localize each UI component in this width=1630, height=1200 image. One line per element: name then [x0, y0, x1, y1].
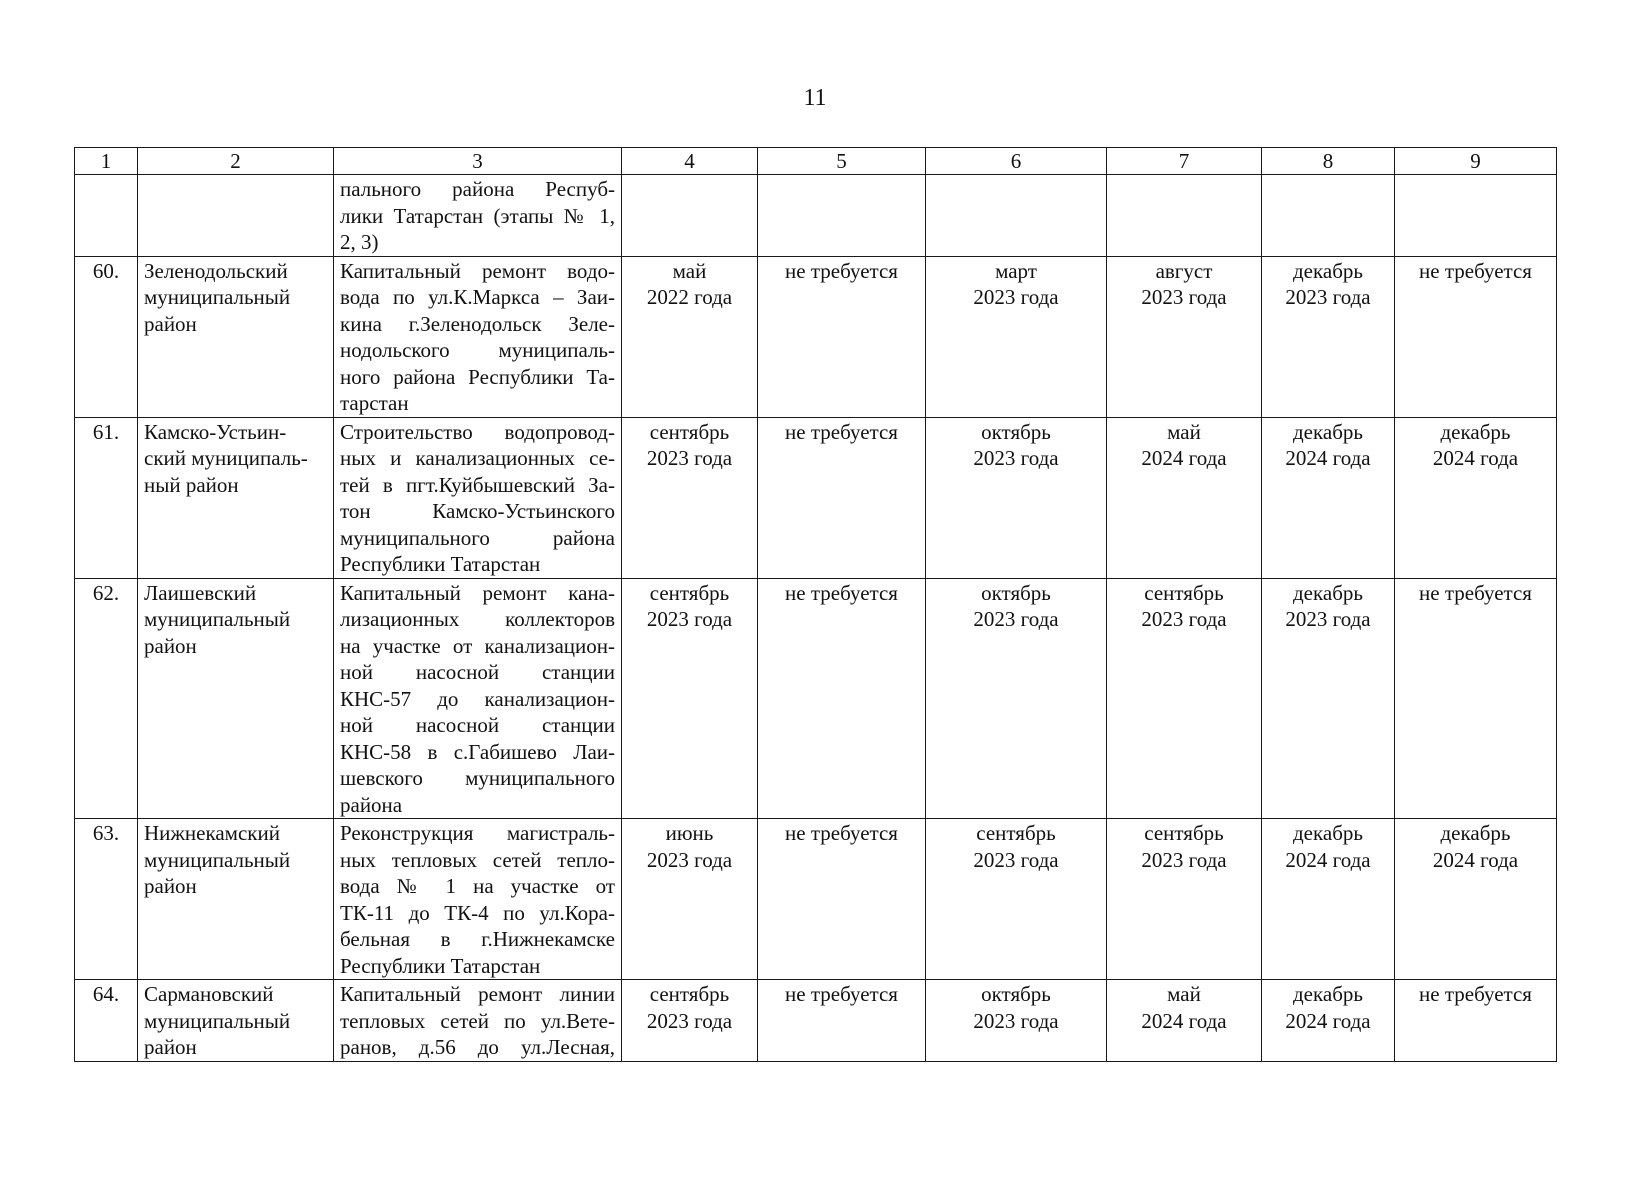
date-year: 2024 года	[1141, 1008, 1227, 1033]
description-line: КНС-58 в с.Габишево Лаи-	[340, 739, 615, 764]
row-number-cell: 64.	[75, 980, 138, 1062]
region-cell	[138, 417, 334, 578]
date-month: август	[1155, 258, 1213, 283]
region-line: муниципальный	[144, 607, 291, 631]
date-year: 2023 года	[973, 1008, 1059, 1033]
date-year: 2024 года	[1432, 847, 1519, 872]
date-month: май	[1167, 982, 1201, 1006]
date-cell	[1395, 256, 1557, 417]
date-cell	[1107, 980, 1262, 1062]
description-cell	[334, 417, 622, 578]
description-line: КНС-57 до канализацион-	[340, 686, 615, 711]
date-month: сентябрь	[649, 419, 730, 444]
region-line: район	[144, 633, 197, 658]
column-header: 9	[1395, 148, 1557, 175]
row-number-cell: 60.	[75, 256, 138, 417]
description-line: ТК-11 до ТК-4 по ул.Кора-	[340, 900, 615, 925]
description-line: бельная в г.Нижнекамске	[340, 927, 615, 951]
date-month: май	[672, 258, 707, 283]
not-required-text: не требуется	[785, 419, 898, 444]
date-cell	[926, 417, 1107, 578]
description-line: ных и канализационных се-	[340, 446, 615, 470]
region-line: муниципальный	[144, 847, 291, 872]
description-line: ных тепловых сетей тепло-	[340, 847, 615, 872]
date-month: май	[1167, 419, 1201, 444]
date-month: сентябрь	[1144, 821, 1224, 845]
region-cell	[138, 980, 334, 1062]
table-row	[75, 578, 1557, 819]
date-year: 2023 года	[973, 285, 1059, 309]
date-month: сентябрь	[1144, 580, 1224, 605]
description-cell	[334, 819, 622, 980]
date-year: 2023 года	[1285, 607, 1371, 631]
date-year: 2022 года	[646, 285, 733, 309]
description-line: 2, 3)	[340, 230, 379, 254]
region-line: Зеленодольский	[144, 258, 288, 283]
description-line: тепловых сетей по ул.Вете-	[340, 1008, 615, 1033]
description-cell	[334, 175, 622, 257]
region-line: Лаишевский	[144, 580, 257, 605]
description-line: нодольского муниципаль-	[340, 338, 615, 362]
date-cell	[1107, 256, 1262, 417]
table-row-continuation	[75, 175, 1557, 257]
description-line: Капитальный ремонт водо-	[340, 258, 615, 283]
date-year: 2023 года	[973, 446, 1059, 470]
description-line: тей в пгт.Куйбышевский За-	[340, 472, 615, 497]
date-cell	[1262, 256, 1395, 417]
date-cell	[1395, 980, 1557, 1062]
description-line: Реконструкция магистраль-	[340, 821, 615, 845]
date-cell	[622, 980, 758, 1062]
description-cell	[334, 980, 622, 1062]
date-cell	[758, 819, 926, 980]
description-line: шевского муниципального	[340, 766, 615, 790]
date-cell	[622, 175, 758, 257]
date-cell	[758, 175, 926, 257]
date-month: сентябрь	[649, 982, 730, 1006]
description-line: вода № 1 на участке от	[340, 874, 615, 898]
date-month: март	[995, 258, 1037, 283]
date-cell	[1107, 417, 1262, 578]
date-year: 2024 года	[1285, 446, 1371, 470]
date-cell	[926, 256, 1107, 417]
date-cell	[1262, 578, 1395, 819]
description-cell	[334, 256, 622, 417]
date-month: декабрь	[1293, 258, 1363, 283]
date-cell	[1262, 175, 1395, 257]
date-cell	[1395, 819, 1557, 980]
not-required-text: не требуется	[785, 258, 898, 283]
region-cell	[138, 175, 334, 257]
column-header: 8	[1262, 148, 1395, 175]
date-cell	[1107, 175, 1262, 257]
description-line: Республики Татарстан	[340, 953, 541, 978]
region-line: район	[144, 1035, 197, 1059]
date-year: 2024 года	[1285, 847, 1371, 872]
row-number-cell	[75, 175, 138, 257]
date-cell	[1395, 417, 1557, 578]
date-year: 2023 года	[1141, 847, 1227, 872]
date-month: декабрь	[1293, 821, 1363, 845]
description-line: ной насосной станции	[340, 660, 615, 684]
date-cell	[1262, 980, 1395, 1062]
date-year: 2023 года	[1141, 607, 1227, 631]
table-row	[75, 980, 1557, 1062]
date-cell	[758, 256, 926, 417]
date-cell	[926, 980, 1107, 1062]
date-cell	[622, 417, 758, 578]
column-header: 4	[622, 148, 758, 175]
date-year: 2023 года	[646, 847, 733, 872]
date-cell	[1262, 417, 1395, 578]
region-line: муниципальный	[144, 1008, 291, 1033]
date-month: сентябрь	[649, 580, 730, 605]
table-row	[75, 256, 1557, 417]
date-cell	[758, 417, 926, 578]
region-line: Камско-Устьин-	[144, 419, 287, 444]
region-cell	[138, 819, 334, 980]
description-line: лизационных коллекторов	[340, 607, 615, 631]
row-number-cell: 62.	[75, 578, 138, 819]
date-year: 2024 года	[1432, 446, 1519, 470]
schedule-table	[74, 147, 1557, 1062]
region-line: ный район	[144, 472, 239, 497]
region-line: муниципальный	[144, 285, 291, 309]
page-number: 11	[803, 85, 827, 111]
date-cell	[926, 578, 1107, 819]
date-year: 2023 года	[1285, 285, 1371, 309]
description-line: ранов, д.56 до ул.Лесная,	[340, 1035, 615, 1059]
description-line: на участке от канализацион-	[340, 633, 615, 658]
not-required-text: не требуется	[785, 821, 898, 845]
not-required-text: не требуется	[785, 580, 898, 605]
date-cell	[1107, 578, 1262, 819]
region-line: район	[144, 874, 197, 898]
date-cell	[622, 256, 758, 417]
date-month: октябрь	[981, 580, 1051, 605]
date-cell	[926, 819, 1107, 980]
description-line: Капитальный ремонт линии	[340, 982, 615, 1006]
column-header: 1	[75, 148, 138, 175]
date-year: 2024 года	[1141, 446, 1227, 470]
date-month: декабрь	[1440, 419, 1511, 444]
region-line: Нижнекамский	[144, 821, 280, 845]
date-cell	[622, 819, 758, 980]
table-row	[75, 417, 1557, 578]
description-line: тарстан	[340, 391, 409, 415]
date-cell	[1395, 578, 1557, 819]
date-year: 2023 года	[1141, 285, 1227, 309]
date-month: октябрь	[981, 982, 1051, 1006]
column-header: 7	[1107, 148, 1262, 175]
date-year: 2023 года	[973, 607, 1059, 631]
date-cell	[622, 578, 758, 819]
column-header: 2	[138, 148, 334, 175]
table-row	[75, 819, 1557, 980]
column-header: 5	[758, 148, 926, 175]
description-line: Капитальный ремонт кана-	[340, 580, 615, 605]
column-number-row	[75, 148, 1557, 175]
date-year: 2023 года	[646, 607, 733, 631]
date-month: декабрь	[1293, 580, 1363, 605]
region-line: ский муниципаль-	[144, 446, 308, 470]
date-month: июнь	[665, 821, 714, 845]
date-year: 2023 года	[973, 847, 1059, 872]
date-month: октябрь	[981, 419, 1051, 444]
date-month: декабрь	[1293, 982, 1363, 1006]
description-line: Республики Татарстан	[340, 552, 541, 576]
date-cell	[758, 578, 926, 819]
date-year: 2023 года	[646, 1008, 733, 1033]
not-required-text: не требуется	[1419, 580, 1532, 605]
description-line: вода по ул.К.Маркса – Заи-	[340, 285, 615, 309]
not-required-text: не требуется	[1419, 258, 1532, 283]
column-header: 6	[926, 148, 1107, 175]
date-month: декабрь	[1293, 419, 1363, 444]
description-line: пального района Респуб-	[340, 177, 615, 201]
description-line: ной насосной станции	[340, 713, 615, 737]
description-line: лики Татарстан (этапы № 1,	[340, 203, 615, 228]
date-year: 2023 года	[646, 446, 733, 470]
not-required-text: не требуется	[785, 982, 898, 1006]
description-cell	[334, 578, 622, 819]
date-cell	[926, 175, 1107, 257]
column-header: 3	[334, 148, 622, 175]
region-cell	[138, 578, 334, 819]
description-line: муниципального района	[340, 525, 615, 550]
region-cell	[138, 256, 334, 417]
row-number-cell: 63.	[75, 819, 138, 980]
description-line: Строительство водопровод-	[340, 419, 615, 444]
description-line: ного района Республики Та-	[340, 364, 615, 389]
region-line: район	[144, 311, 197, 336]
date-month: сентябрь	[976, 821, 1056, 845]
date-month: декабрь	[1440, 821, 1511, 845]
not-required-text: не требуется	[1419, 982, 1532, 1006]
date-cell	[1395, 175, 1557, 257]
description-line: района	[340, 792, 403, 817]
date-cell	[1262, 819, 1395, 980]
date-cell	[1107, 819, 1262, 980]
date-cell	[758, 980, 926, 1062]
row-number-cell: 61.	[75, 417, 138, 578]
description-line: тон Камско-Устьинского	[340, 499, 615, 523]
region-line: Сармановский	[144, 982, 274, 1006]
date-year: 2024 года	[1285, 1008, 1371, 1033]
description-line: кина г.Зеленодольск Зеле-	[340, 311, 615, 336]
